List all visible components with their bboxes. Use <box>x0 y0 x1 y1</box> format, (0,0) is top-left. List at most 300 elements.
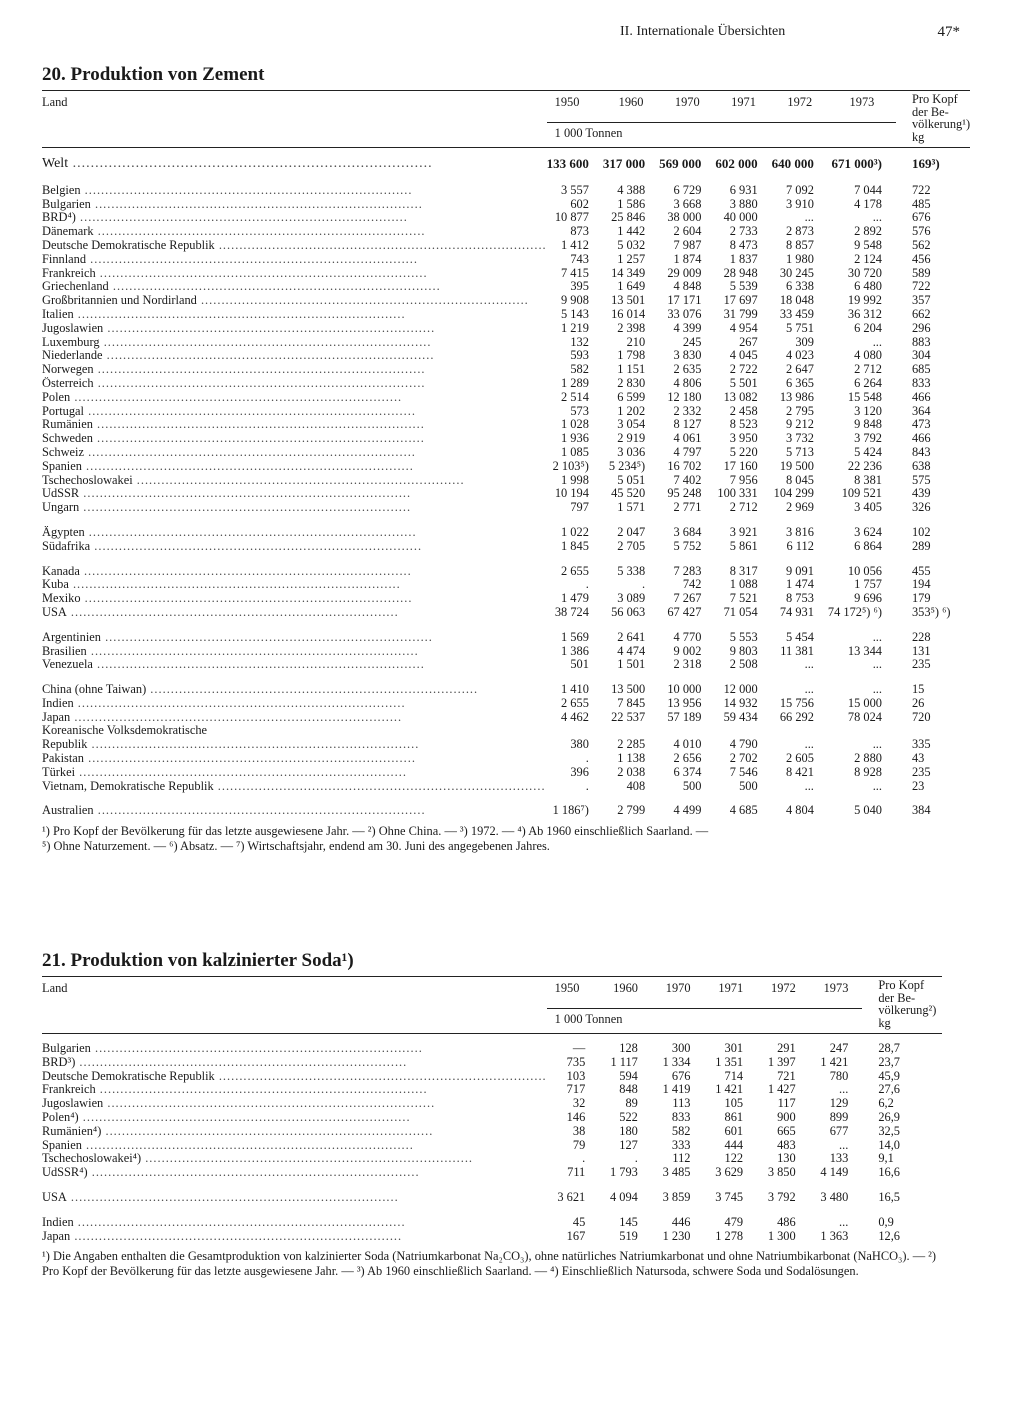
per-head-cell: 102 <box>911 524 931 539</box>
value-cell: 1 351 <box>715 1054 744 1069</box>
value-cell: 2 604 <box>673 224 702 239</box>
leader-dots: ................................................................................ <box>108 280 441 294</box>
country-name <box>42 766 547 780</box>
leader-dots: ................................................................................ <box>66 1190 399 1204</box>
table-row <box>42 253 970 267</box>
value-cell <box>659 724 715 738</box>
country-name <box>42 487 547 501</box>
per-head-cell: 23,7 <box>878 1054 900 1069</box>
value-cell: 10 877 <box>554 210 589 225</box>
per-head-cell: 364 <box>911 403 931 418</box>
value-cell: 2 103⁵) <box>552 458 589 473</box>
country-label: Tschechoslowakei⁴) <box>42 1152 142 1166</box>
value-cell: 1 501 <box>617 657 646 672</box>
country-name <box>42 804 547 818</box>
value-cell: 3 629 <box>715 1165 744 1180</box>
value-cell: 9 803 <box>729 643 758 658</box>
value-cell: . <box>634 1151 638 1166</box>
leader-dots: ................................................................................ <box>70 390 403 404</box>
leader-dots: ................................................................................ <box>80 183 413 197</box>
value-cell: 8 421 <box>786 764 814 779</box>
value-cell <box>772 724 828 738</box>
table-row <box>42 198 970 212</box>
value-cell: 4 770 <box>673 629 702 644</box>
value-cell: 17 160 <box>723 458 758 473</box>
per-head-cell: 194 <box>911 577 931 592</box>
value-cell: 6 931 <box>729 182 758 197</box>
value-cell: 2 508 <box>729 657 758 672</box>
table-row <box>42 1166 942 1180</box>
value-cell: 1 230 <box>662 1228 691 1243</box>
value-cell: 4 023 <box>786 348 814 363</box>
value-cell: 2 795 <box>786 403 814 418</box>
value-cell: 29 009 <box>667 265 702 280</box>
value-cell: 2 318 <box>673 657 702 672</box>
value-cell: 8 523 <box>729 417 758 432</box>
country-label: Schweiz <box>42 445 84 459</box>
value-cell: 74 172⁵) ⁶) <box>827 604 882 619</box>
value-cell: ... <box>872 629 882 644</box>
per-head-cell <box>896 724 970 738</box>
value-cell: 1 479 <box>561 591 589 606</box>
per-head-cell: 131 <box>911 643 931 658</box>
value-cell: 2 458 <box>729 403 758 418</box>
per-head-cell: 9,1 <box>878 1151 894 1166</box>
value-cell: 3 480 <box>820 1189 849 1204</box>
table-row <box>42 267 970 281</box>
value-cell: ... <box>872 682 882 697</box>
value-cell: 9 908 <box>561 293 589 308</box>
table-row <box>42 432 970 446</box>
value-cell: 5 234⁵) <box>608 458 646 473</box>
leader-dots: ................................................................................ <box>93 376 426 390</box>
value-cell: 4 149 <box>820 1165 849 1180</box>
country-name <box>42 377 547 391</box>
value-cell: 2 124 <box>854 251 882 266</box>
per-head-cell: 384 <box>911 803 931 818</box>
column-header-land: Land <box>42 981 68 995</box>
table-row <box>42 336 970 350</box>
value-cell: 9 091 <box>786 563 814 578</box>
country-name <box>42 391 547 405</box>
value-cell: 2 830 <box>617 375 646 390</box>
column-header-year: 1960 <box>613 981 638 995</box>
per-head-cell: 722 <box>911 279 931 294</box>
value-cell: 6 374 <box>673 764 702 779</box>
value-cell: 5 861 <box>729 538 758 553</box>
per-head-cell: 28,7 <box>878 1041 900 1055</box>
country-name <box>42 1097 547 1111</box>
country-name <box>42 294 547 308</box>
value-cell: 13 082 <box>723 389 758 404</box>
table-row <box>42 446 970 460</box>
country-name <box>42 363 547 377</box>
value-cell: 396 <box>570 764 589 779</box>
column-header-year: 1970 <box>665 981 691 995</box>
table-row <box>42 1125 942 1139</box>
value-cell: 57 189 <box>667 709 702 724</box>
column-header-year: 1973 <box>849 95 875 109</box>
value-cell: 1 278 <box>715 1228 744 1243</box>
value-cell: 3 684 <box>673 524 702 539</box>
country-label: Indien <box>42 1215 74 1229</box>
value-cell: 1 419 <box>662 1082 691 1097</box>
value-cell: 105 <box>724 1096 744 1111</box>
table-row <box>42 738 970 752</box>
value-cell: 395 <box>570 279 589 294</box>
value-cell: 446 <box>671 1214 691 1229</box>
value-cell: 79 <box>572 1137 586 1152</box>
per-head-cell: 676 <box>911 210 931 225</box>
value-cell: 483 <box>777 1137 796 1152</box>
value-cell: 3 054 <box>617 417 646 432</box>
value-cell: 2 873 <box>786 224 814 239</box>
value-cell: 602 000 <box>715 156 758 171</box>
value-cell: 676 <box>671 1068 691 1083</box>
value-cell: 1 936 <box>561 431 589 446</box>
per-head-cell: 833 <box>911 375 931 390</box>
table-row <box>42 780 970 794</box>
country-name <box>42 1125 547 1139</box>
value-cell <box>715 724 771 738</box>
country-name <box>42 1111 547 1125</box>
value-cell: 1 151 <box>617 362 646 377</box>
country-name <box>42 592 547 606</box>
table-row <box>42 1216 942 1230</box>
value-cell: 833 <box>671 1109 691 1124</box>
per-head-cell: 228 <box>911 629 931 644</box>
column-header-year: 1960 <box>618 95 644 109</box>
leader-dots: ................................................................................ <box>84 525 417 539</box>
value-cell: 7 987 <box>673 237 702 252</box>
value-cell: 309 <box>795 334 814 349</box>
leader-dots: ................................................................................ <box>93 225 426 239</box>
value-cell: 13 500 <box>611 682 646 697</box>
page-number: 47* <box>937 24 960 40</box>
value-cell: 5 751 <box>786 320 814 335</box>
table-row <box>42 501 970 515</box>
per-head-cell: 16,5 <box>878 1189 900 1204</box>
value-cell: . <box>642 577 646 592</box>
country-label: Südafrika <box>42 539 91 553</box>
value-cell: 4 080 <box>854 348 882 363</box>
per-head-cell: 662 <box>911 306 931 321</box>
value-cell: 9 848 <box>854 417 882 432</box>
table-row <box>42 1097 942 1111</box>
value-cell: 9 212 <box>786 417 814 432</box>
value-cell: 1 793 <box>609 1165 638 1180</box>
leader-dots: ................................................................................ <box>95 1083 428 1097</box>
leader-dots: ................................................................................ <box>213 779 546 793</box>
value-cell: 1 442 <box>617 224 646 239</box>
table-20-section <box>42 64 971 854</box>
per-head-cell: 235 <box>911 764 931 779</box>
value-cell: 1 386 <box>561 643 589 658</box>
per-head-cell: 26 <box>911 695 925 710</box>
value-cell: 128 <box>619 1041 638 1055</box>
value-cell: 13 501 <box>611 293 646 308</box>
value-cell: 71 054 <box>723 604 758 619</box>
table-row <box>42 645 970 659</box>
country-label: Norwegen <box>42 363 94 377</box>
value-cell: 28 948 <box>723 265 758 280</box>
country-name <box>42 156 547 173</box>
value-cell: 33 076 <box>667 306 702 321</box>
value-cell: 145 <box>619 1214 638 1229</box>
value-cell <box>828 724 896 738</box>
value-cell: 4 954 <box>729 320 758 335</box>
value-cell: 2 799 <box>617 803 646 818</box>
country-name <box>42 738 547 752</box>
column-header-year: 1972 <box>787 95 813 109</box>
value-cell: 6 112 <box>786 538 814 553</box>
country-label: Spanien <box>42 1138 82 1152</box>
value-cell: 4 797 <box>673 444 702 459</box>
value-cell: 479 <box>724 1214 744 1229</box>
leader-dots: ................................................................................ <box>132 473 465 487</box>
value-cell: 573 <box>570 403 589 418</box>
table-row <box>42 1191 942 1205</box>
leader-dots: ................................................................................ <box>102 349 435 363</box>
value-cell: 13 956 <box>667 695 702 710</box>
country-name <box>42 184 547 198</box>
country-name <box>42 322 547 336</box>
value-cell: 3 120 <box>854 403 882 418</box>
value-cell: ... <box>804 657 814 672</box>
country-label: Australien <box>42 804 94 818</box>
per-head-cell: 326 <box>911 500 931 515</box>
leader-dots: ................................................................................ <box>81 1138 414 1152</box>
value-cell: 9 548 <box>854 237 882 252</box>
per-head-cell: 296 <box>911 320 931 335</box>
value-cell: 17 697 <box>723 293 758 308</box>
table-row <box>42 294 970 308</box>
value-cell: 5 752 <box>673 538 702 553</box>
value-cell: 3 485 <box>662 1165 691 1180</box>
leader-dots: ................................................................................ <box>141 1152 474 1166</box>
country-label: UdSSR <box>42 487 80 501</box>
value-cell: 7 267 <box>673 591 702 606</box>
leader-dots: ................................................................................ <box>66 605 399 619</box>
value-cell: . <box>582 1151 586 1166</box>
table-21 <box>42 976 942 1243</box>
value-cell: 5 040 <box>854 803 882 818</box>
value-cell: 797 <box>570 500 589 515</box>
table-row <box>42 1083 942 1097</box>
value-cell: 7 402 <box>673 472 702 487</box>
country-label: Argentinien <box>42 630 101 644</box>
value-cell: 33 459 <box>779 306 814 321</box>
leader-dots: ................................................................................ <box>86 252 418 266</box>
table-row <box>42 804 970 818</box>
value-cell: 4 010 <box>673 737 702 752</box>
value-cell: 5 143 <box>561 306 589 321</box>
country-label: Koreanische Volksdemokratische <box>42 724 208 738</box>
leader-dots: ................................................................................ <box>73 307 406 321</box>
table-row <box>42 239 970 253</box>
per-head-cell: 335 <box>911 737 931 752</box>
country-name <box>42 1230 547 1244</box>
leader-dots: ................................................................................ <box>70 710 403 724</box>
value-cell: ... <box>804 737 814 752</box>
value-cell: 1 412 <box>561 237 589 252</box>
value-cell: 861 <box>724 1109 744 1124</box>
country-label: Republik <box>42 738 88 752</box>
per-head-cell: 466 <box>911 389 931 404</box>
value-cell: 5 424 <box>854 444 882 459</box>
value-cell: 6 729 <box>673 182 702 197</box>
per-head-cell: 722 <box>911 182 931 197</box>
value-cell: 4 178 <box>854 196 882 211</box>
country-label: Italien <box>42 307 74 321</box>
country-name <box>42 336 547 350</box>
leader-dots: ................................................................................ <box>75 1055 408 1069</box>
value-cell: 22 537 <box>611 709 646 724</box>
country-label: Venezuela <box>42 658 93 672</box>
leader-dots: ................................................................................ <box>92 658 425 672</box>
value-cell: 109 521 <box>841 486 882 501</box>
value-cell: 4 061 <box>673 431 702 446</box>
value-cell: 1 088 <box>729 577 758 592</box>
value-cell: 2 605 <box>786 751 814 766</box>
value-cell: ... <box>839 1137 849 1152</box>
value-cell: 4 462 <box>561 709 589 724</box>
country-name <box>42 501 547 515</box>
column-header-year: 1950 <box>554 95 580 109</box>
value-cell: 3 880 <box>729 196 758 211</box>
table-row <box>42 540 970 554</box>
per-head-cell: 23 <box>911 778 925 793</box>
per-head-cell: 473 <box>911 417 931 432</box>
value-cell: 10 194 <box>554 486 589 501</box>
value-cell: 2 047 <box>617 524 646 539</box>
per-head-cell: 12,6 <box>878 1228 900 1243</box>
value-cell: 38 724 <box>554 604 589 619</box>
value-cell: 100 331 <box>717 486 758 501</box>
value-cell: 210 <box>626 334 646 349</box>
column-header-year: 1973 <box>823 981 849 995</box>
leader-dots: ................................................................................ <box>84 404 416 418</box>
value-cell: 4 806 <box>673 375 702 390</box>
table-21-section <box>42 950 942 1279</box>
value-cell: 11 381 <box>780 643 814 658</box>
country-label: Deutsche Demokratische Republik <box>42 1069 215 1083</box>
country-name <box>42 645 547 659</box>
value-cell: 59 434 <box>723 709 758 724</box>
value-cell: 19 500 <box>779 458 814 473</box>
leader-dots: ................................................................................ <box>87 738 420 752</box>
value-cell: 1 334 <box>662 1054 691 1069</box>
table-row <box>42 658 970 672</box>
table-row <box>42 526 970 540</box>
value-cell: 1 300 <box>767 1228 796 1243</box>
value-cell: 8 381 <box>854 472 882 487</box>
value-cell: ... <box>872 737 882 752</box>
table-row <box>42 697 970 711</box>
country-label: Japan <box>42 710 71 724</box>
value-cell: 1 410 <box>561 682 589 697</box>
table-row <box>42 156 970 173</box>
value-cell: 7 044 <box>854 182 882 197</box>
per-head-cell: 45,9 <box>878 1068 900 1083</box>
value-cell: 2 514 <box>561 389 589 404</box>
country-label: Österreich <box>42 376 94 390</box>
value-cell: 2 702 <box>729 751 758 766</box>
leader-dots: ................................................................................ <box>68 578 401 592</box>
country-label: Großbritannien und Nordirland <box>42 294 197 308</box>
value-cell: 333 <box>671 1137 691 1152</box>
value-cell: 15 756 <box>779 695 814 710</box>
value-cell: 4 804 <box>786 803 814 818</box>
value-cell: 19 992 <box>847 293 882 308</box>
table-row <box>42 418 970 432</box>
value-cell: 582 <box>570 362 589 377</box>
value-cell: 13 986 <box>779 389 814 404</box>
value-cell: 5 220 <box>729 444 758 459</box>
value-cell: 501 <box>570 657 589 672</box>
leader-dots: ................................................................................ <box>81 459 414 473</box>
value-cell: 1 980 <box>786 251 814 266</box>
table-row <box>42 724 970 738</box>
value-cell: 5 713 <box>786 444 814 459</box>
country-label: Japan <box>42 1229 71 1243</box>
table-row <box>42 1152 942 1166</box>
value-cell: 117 <box>777 1096 796 1111</box>
value-cell: ... <box>839 1214 849 1229</box>
leader-dots: ................................................................................ <box>92 418 425 432</box>
country-name <box>42 1056 547 1070</box>
leader-dots: ................................................................................ <box>79 564 412 578</box>
leader-dots: ................................................................................ <box>95 266 428 280</box>
value-cell: 569 000 <box>659 156 702 171</box>
value-cell: 15 548 <box>847 389 882 404</box>
per-head-cell: 576 <box>911 224 931 239</box>
country-name <box>42 267 547 281</box>
value-cell: 677 <box>829 1123 849 1138</box>
value-cell: 245 <box>682 334 702 349</box>
value-cell: 6 365 <box>786 375 814 390</box>
leader-dots: ................................................................................ <box>93 804 426 818</box>
leader-dots: ................................................................................ <box>196 294 529 308</box>
value-cell: 717 <box>566 1082 586 1097</box>
leader-dots: ................................................................................ <box>92 432 425 446</box>
value-cell: ... <box>804 210 814 225</box>
value-cell: 6 864 <box>854 538 882 553</box>
country-label: Bulgarien <box>42 197 91 211</box>
value-cell: 32 <box>572 1096 586 1111</box>
column-header-land: Land <box>42 95 68 109</box>
value-cell: 45 <box>572 1214 586 1229</box>
leader-dots: ................................................................................ <box>79 501 412 515</box>
table-row <box>42 578 970 592</box>
per-head-cell: 14,0 <box>878 1137 900 1152</box>
table-row <box>42 766 970 780</box>
value-cell: 4 399 <box>673 320 702 335</box>
value-cell: — <box>572 1041 586 1055</box>
value-cell: 1 085 <box>561 444 589 459</box>
table-21-footnotes <box>42 1249 942 1279</box>
value-cell: 711 <box>567 1165 586 1180</box>
value-cell: 5 032 <box>617 237 646 252</box>
value-cell: 3 405 <box>854 500 882 515</box>
value-cell: 1 219 <box>561 320 589 335</box>
country-label: Ägypten <box>42 525 85 539</box>
per-head-cell: 43 <box>911 751 925 766</box>
leader-dots: ................................................................................ <box>87 1166 420 1180</box>
value-cell: 3 921 <box>729 524 758 539</box>
value-cell: 3 745 <box>715 1189 744 1204</box>
per-head-cell: 6,2 <box>878 1096 894 1111</box>
